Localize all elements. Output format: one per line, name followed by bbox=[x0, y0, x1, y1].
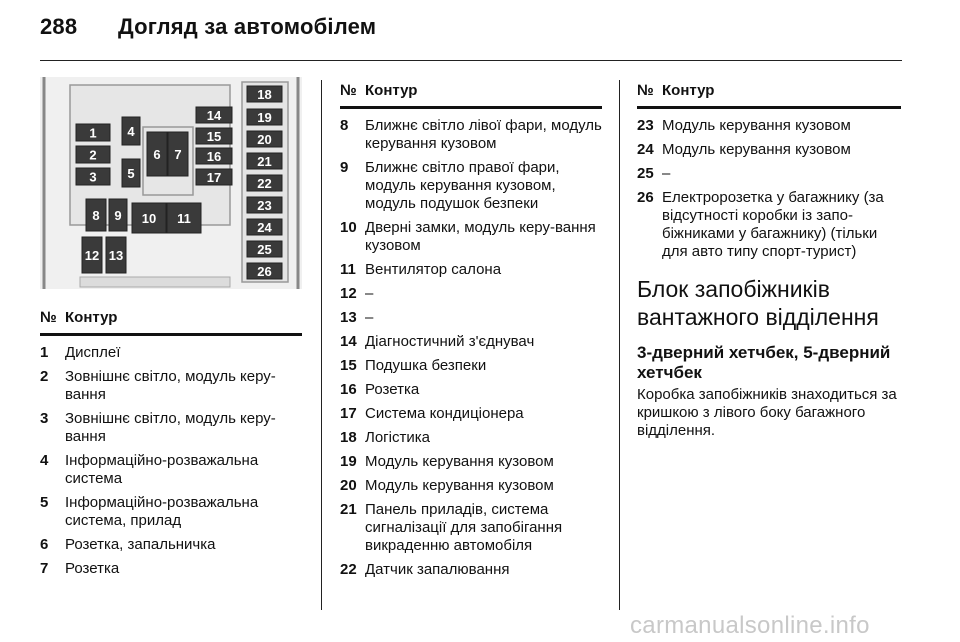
fuse-number: 18 bbox=[340, 429, 357, 446]
fuse-number: 2 bbox=[40, 368, 49, 385]
fuse-number: 17 bbox=[340, 405, 357, 422]
fuse-number: 9 bbox=[340, 159, 349, 176]
fuse-circuit: Дверні замки, модуль керу-вання кузовом bbox=[365, 219, 596, 254]
table-row bbox=[40, 494, 302, 530]
table-row bbox=[40, 344, 302, 362]
table-row bbox=[637, 141, 901, 159]
table-row bbox=[637, 189, 901, 261]
section-body: Коробка запобіжників знаходиться за кришкою з лівого боку багажного відділення. bbox=[637, 386, 897, 439]
fuse-circuit: Інформаційно-розважальна система, прилад bbox=[65, 494, 259, 529]
fuse-circuit: Модуль керування кузовом bbox=[365, 477, 554, 494]
table-row bbox=[40, 536, 302, 554]
fuse-circuit: – bbox=[662, 165, 671, 182]
fuse-circuit: Ближнє світло лівої фари, модуль керування кузовом bbox=[365, 117, 602, 152]
fuse-label: 24 bbox=[257, 220, 272, 235]
fuse-label: 21 bbox=[257, 154, 272, 169]
fuse-label: 16 bbox=[206, 149, 222, 164]
fuse-label: 7 bbox=[174, 147, 182, 162]
fuse-number: 10 bbox=[340, 219, 357, 236]
fuse-circuit: Подушка безпеки bbox=[365, 357, 487, 374]
table-row bbox=[340, 453, 602, 471]
fuse-label: 19 bbox=[257, 110, 272, 125]
table-row bbox=[340, 285, 602, 303]
fuse-label: 13 bbox=[108, 248, 124, 263]
header-circuit: Контур bbox=[662, 82, 715, 99]
fuse-circuit: Логістика bbox=[365, 429, 430, 446]
fuse-label: 6 bbox=[153, 147, 161, 162]
fuse-circuit: Розетка bbox=[365, 381, 420, 398]
fuse-number: 16 bbox=[340, 381, 357, 398]
fuse-label: 18 bbox=[257, 87, 272, 102]
fuse-circuit: Панель приладів, система сигналізації для запобігання викраденню автомобіля bbox=[365, 501, 563, 554]
fuse-label: 3 bbox=[89, 169, 97, 185]
fuse-label: 20 bbox=[257, 132, 272, 147]
header-number: № bbox=[340, 82, 357, 99]
fuse-circuit: Розетка, запальничка bbox=[65, 536, 216, 553]
table-row bbox=[340, 357, 602, 375]
table-row bbox=[637, 165, 901, 183]
fuse-label: 10 bbox=[141, 211, 157, 226]
fuse-number: 14 bbox=[340, 333, 357, 350]
header-rule bbox=[40, 60, 902, 61]
table-row bbox=[340, 381, 602, 399]
page-number: 288 bbox=[40, 14, 78, 39]
fuse-circuit: Електророзетка у багажнику (за відсутності коробки із запо-біжниками у багажнику) (тільки для авто типу спорт-турист) bbox=[662, 189, 884, 260]
table-row bbox=[340, 477, 602, 495]
fuse-number: 5 bbox=[40, 494, 49, 511]
table-header bbox=[637, 82, 901, 109]
column-divider bbox=[321, 80, 322, 610]
fuse-label: 1 bbox=[89, 125, 97, 141]
header-circuit: Контур bbox=[365, 82, 418, 99]
table-row bbox=[340, 429, 602, 447]
fuse-table-3 bbox=[637, 82, 901, 267]
section-title: Блок запобіжників вантажного відділення bbox=[637, 276, 879, 330]
fuse-number: 13 bbox=[340, 309, 357, 326]
fuse-number: 22 bbox=[340, 561, 357, 578]
fuse-circuit: Діагностичний з'єднувач bbox=[365, 333, 535, 350]
fuse-table-1 bbox=[40, 309, 302, 584]
fuse-circuit: Інформаційно-розважальна система bbox=[65, 452, 259, 487]
fuse-number: 7 bbox=[40, 560, 49, 577]
section-subtitle: 3-дверний хетчбек, 5-дверний хетчбек bbox=[637, 343, 891, 382]
table-row bbox=[40, 452, 302, 488]
fuse-label: 23 bbox=[257, 198, 272, 213]
fuse-number: 6 bbox=[40, 536, 49, 553]
fuse-circuit: – bbox=[365, 309, 374, 326]
table-row bbox=[340, 501, 602, 555]
fuse-label: 5 bbox=[127, 166, 135, 181]
header-circuit: Контур bbox=[65, 309, 118, 326]
table-row bbox=[637, 117, 901, 135]
fuse-label: 22 bbox=[257, 176, 272, 191]
fuse-number: 3 bbox=[40, 410, 49, 427]
fuse-label: 15 bbox=[206, 129, 222, 144]
page-title: Догляд за автомобілем bbox=[118, 14, 377, 39]
table-row bbox=[340, 261, 602, 279]
fuse-circuit: Розетка bbox=[65, 560, 120, 577]
fuse-circuit: Модуль керування кузовом bbox=[365, 453, 554, 470]
table-row bbox=[340, 333, 602, 351]
fuse-label: 8 bbox=[92, 208, 100, 223]
header-number: № bbox=[40, 309, 57, 326]
table-row bbox=[40, 560, 302, 578]
fuse-label: 2 bbox=[89, 147, 97, 163]
fuse-circuit: Вентилятор салона bbox=[365, 261, 502, 278]
fuse-number: 15 bbox=[340, 357, 357, 374]
table-header bbox=[40, 309, 302, 336]
table-row bbox=[340, 159, 602, 213]
fuse-number: 11 bbox=[340, 261, 356, 278]
fuse-number: 4 bbox=[40, 452, 49, 469]
header-number: № bbox=[637, 82, 654, 99]
column-divider bbox=[619, 80, 620, 610]
fuse-number: 23 bbox=[637, 117, 654, 134]
fuse-circuit: Модуль керування кузовом bbox=[662, 141, 851, 158]
fuse-circuit: Зовнішнє світло, модуль керу-вання bbox=[65, 410, 276, 445]
table-row bbox=[40, 368, 302, 404]
page-header bbox=[40, 14, 376, 40]
table-row bbox=[340, 117, 602, 153]
watermark: carmanualsonline.info bbox=[630, 612, 870, 639]
fuse-label: 17 bbox=[206, 170, 222, 185]
table-row bbox=[340, 219, 602, 255]
fuse-number: 24 bbox=[637, 141, 654, 158]
fuse-circuit: Датчик запалювання bbox=[365, 561, 510, 578]
fuse-label: 4 bbox=[127, 124, 135, 139]
fuse-number: 1 bbox=[40, 344, 49, 361]
fuse-label: 26 bbox=[257, 264, 272, 279]
fuse-label: 14 bbox=[206, 108, 222, 123]
table-row bbox=[340, 561, 602, 579]
fuse-box-diagram bbox=[40, 77, 302, 289]
fuse-label: 25 bbox=[257, 242, 272, 257]
fuse-circuit: Зовнішнє світло, модуль керу-вання bbox=[65, 368, 276, 403]
table-row bbox=[40, 410, 302, 446]
table-row bbox=[340, 405, 602, 423]
fuse-number: 12 bbox=[340, 285, 357, 302]
fuse-label: 11 bbox=[177, 211, 191, 226]
fuse-circuit: Ближнє світло правої фари, модуль керування кузовом, модуль подушок безпеки bbox=[365, 159, 560, 212]
fuse-table-2 bbox=[340, 82, 602, 585]
fuse-number: 20 bbox=[340, 477, 357, 494]
fuse-circuit: Модуль керування кузовом bbox=[662, 117, 851, 134]
fuse-number: 26 bbox=[637, 189, 654, 206]
fuse-circuit: – bbox=[365, 285, 374, 302]
fuse-number: 21 bbox=[340, 501, 357, 518]
fuse-circuit: Дисплеї bbox=[65, 344, 121, 361]
fuse-label: 9 bbox=[114, 208, 122, 223]
fuse-number: 19 bbox=[340, 453, 357, 470]
fuse-number: 8 bbox=[340, 117, 349, 134]
fuse-circuit: Система кондиціонера bbox=[365, 405, 524, 422]
fuse-label: 12 bbox=[84, 248, 100, 263]
table-header bbox=[340, 82, 602, 109]
fuse-number: 25 bbox=[637, 165, 654, 182]
table-row bbox=[340, 309, 602, 327]
